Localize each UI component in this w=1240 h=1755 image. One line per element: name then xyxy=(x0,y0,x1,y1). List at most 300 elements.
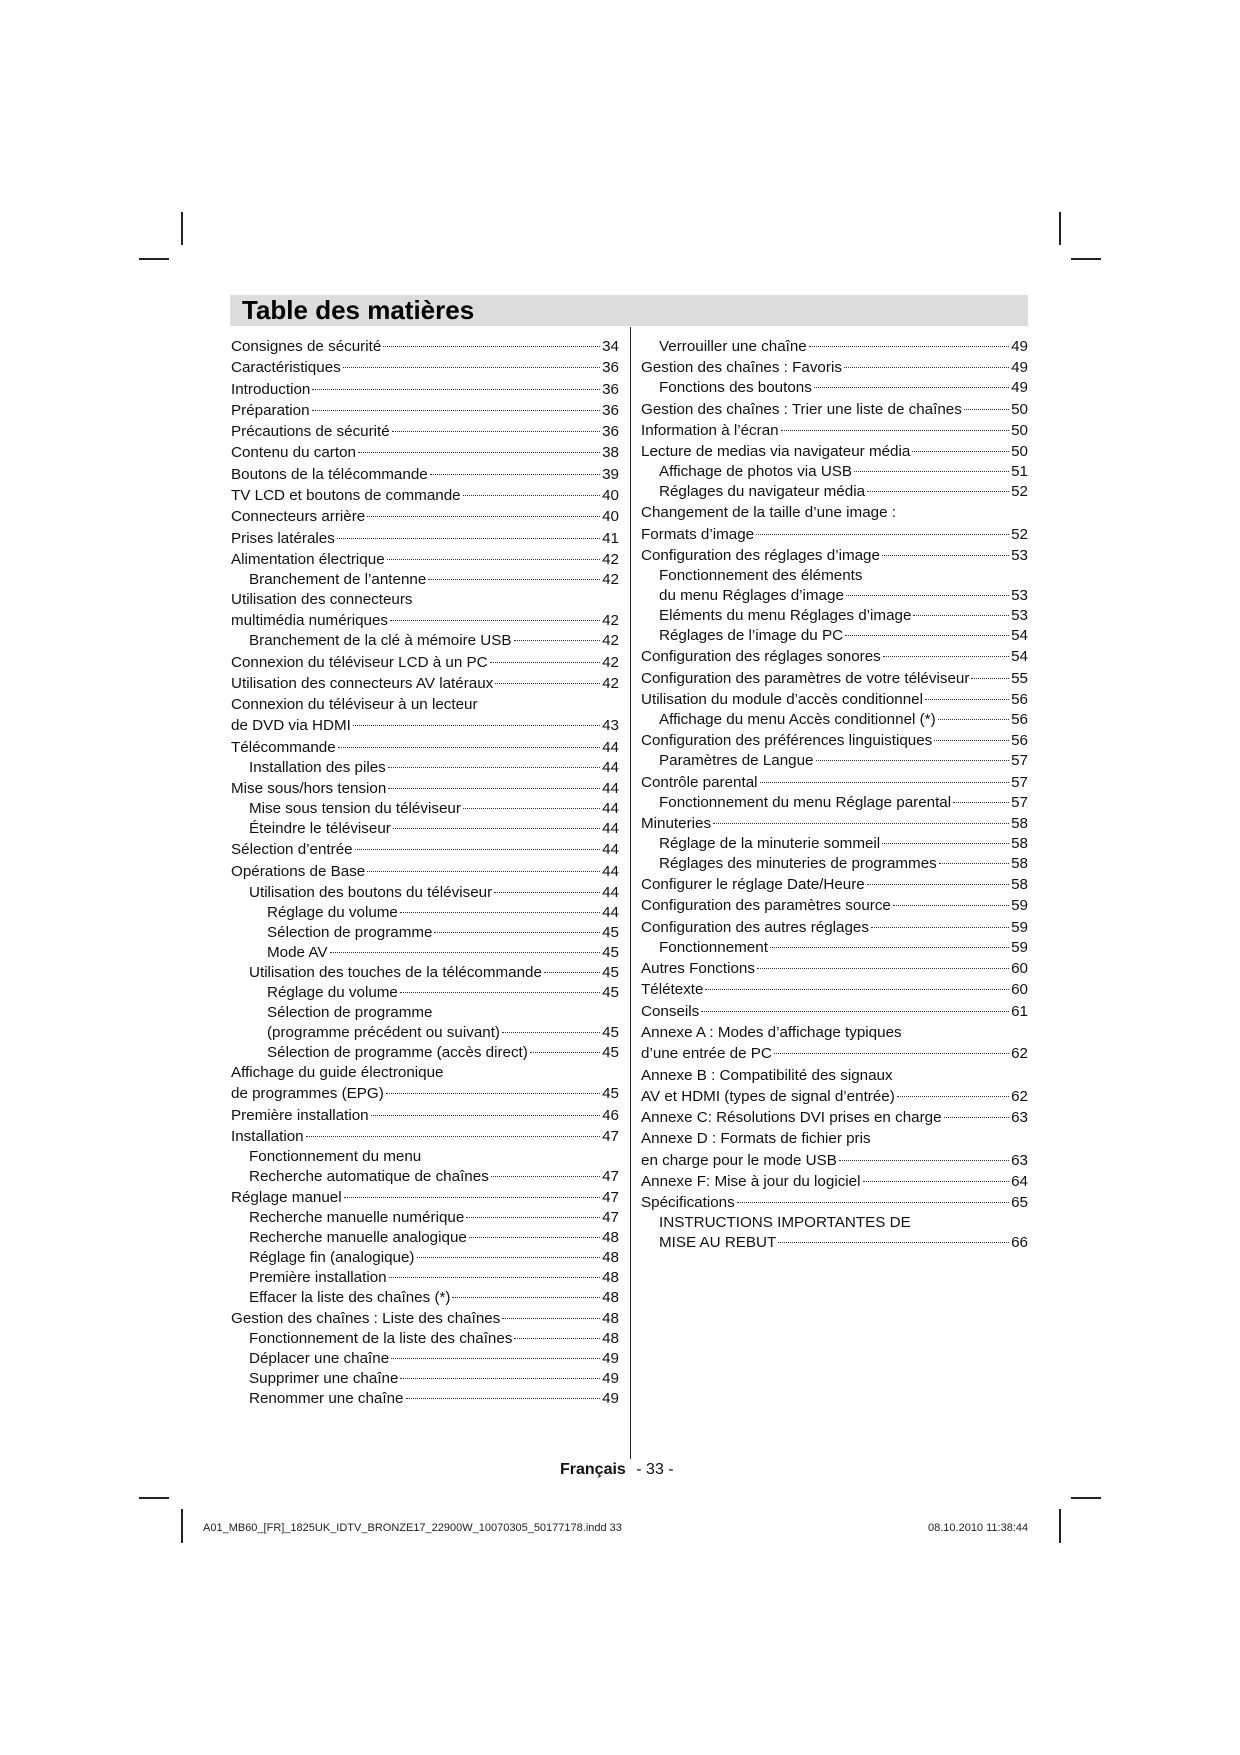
toc-entry xyxy=(641,525,1028,545)
toc-entry-page: 44 xyxy=(602,903,619,921)
toc-entry xyxy=(231,358,619,378)
toc-entry-leader xyxy=(306,1135,600,1137)
toc-entry-page: 56 xyxy=(1011,710,1028,728)
toc-entry-leader xyxy=(778,1241,1009,1243)
toc-entry-page: 49 xyxy=(1011,359,1028,377)
toc-entry-leader xyxy=(502,1317,600,1319)
toc-entry-title: Réglages des minuteries de programmes xyxy=(659,854,937,872)
toc-entry-title: Verrouiller une chaîne xyxy=(659,338,807,355)
toc-entry-title: Sélection de programme (accès direct) xyxy=(267,1043,528,1061)
toc-entry-leader xyxy=(934,739,1009,741)
toc-entry-title: Branchement de l’antenne xyxy=(249,570,427,588)
crop-mark-bottom-right-horizontal xyxy=(1071,1497,1101,1499)
toc-entry xyxy=(231,1389,619,1409)
toc-entry-leader xyxy=(938,718,1009,720)
toc-entry-leader xyxy=(358,451,600,453)
toc-entry-page: 40 xyxy=(602,487,619,505)
toc-entry-page: 50 xyxy=(1011,443,1028,461)
toc-entry xyxy=(231,1248,619,1268)
toc-entry-title: Précautions de sécurité xyxy=(231,423,390,441)
toc-entry-leader xyxy=(463,807,600,809)
toc-entry xyxy=(641,854,1028,874)
toc-entry-title: Première installation xyxy=(249,1269,387,1287)
toc-entry-leader xyxy=(514,639,601,641)
toc-entry-title: Consignes de sécurité xyxy=(231,338,382,355)
toc-entry-leader xyxy=(514,1337,600,1339)
toc-entry-title: Minuteries xyxy=(641,814,712,832)
toc-entry-leader xyxy=(312,388,600,390)
toc-entry-title: Recherche manuelle analogique xyxy=(249,1229,467,1247)
toc-entry-page: 47 xyxy=(602,1189,619,1207)
toc-entry xyxy=(231,507,619,527)
toc-entry-page: 45 xyxy=(602,1023,619,1041)
toc-entry-title: Connexion du téléviseur à un lecteur xyxy=(231,696,478,714)
toc-entry xyxy=(231,486,619,506)
toc-entry-leader xyxy=(388,787,600,789)
toc-entry xyxy=(641,1002,1028,1022)
toc-entry-title: Fonctionnement de la liste des chaînes xyxy=(249,1330,513,1348)
toc-entry-leader xyxy=(770,946,1009,948)
toc-entry-page: 57 xyxy=(1011,793,1028,811)
toc-entry-page: 66 xyxy=(1011,1234,1028,1252)
toc-entry xyxy=(231,611,619,631)
toc-entry-title: Télétexte xyxy=(641,981,704,999)
toc-entry xyxy=(641,773,1028,793)
toc-entry-title: TV LCD et boutons de commande xyxy=(231,487,461,505)
toc-entry-leader xyxy=(463,494,600,496)
toc-entry xyxy=(641,980,1028,1000)
toc-entry-title: Affichage du menu Accès conditionnel (*) xyxy=(659,710,936,728)
toc-entry-leader xyxy=(428,578,600,580)
crop-mark-top-right-vertical xyxy=(1059,212,1061,245)
toc-entry-page: 46 xyxy=(602,1106,619,1124)
toc-entry-title: Fonctionnement du menu xyxy=(249,1147,422,1165)
toc-entry-title: AV et HDMI (types de signal d’entrée) xyxy=(641,1087,895,1105)
toc-entry-leader xyxy=(367,515,600,517)
toc-entry-title: Éteindre le téléviseur xyxy=(249,820,391,838)
toc-entry-page: 59 xyxy=(1011,918,1028,936)
toc-entry xyxy=(231,401,619,421)
toc-entry-leader xyxy=(925,698,1009,700)
toc-entry xyxy=(231,799,619,819)
toc-entry-page: 49 xyxy=(602,1390,619,1408)
toc-entry xyxy=(641,606,1028,626)
toc-entry-title: MISE AU REBUT xyxy=(659,1234,777,1252)
toc-entry-leader xyxy=(863,1180,1010,1182)
toc-entry-title: Prises latérales xyxy=(231,529,335,547)
toc-entry-leader xyxy=(844,366,1009,368)
toc-entry-leader xyxy=(434,931,600,933)
toc-entry-page: 45 xyxy=(602,1043,619,1061)
toc-entry-leader xyxy=(392,430,600,432)
toc-entry-title: Réglages de l’image du PC xyxy=(659,627,844,645)
toc-entry xyxy=(641,1044,1028,1064)
toc-entry xyxy=(641,669,1028,689)
toc-entry xyxy=(641,1213,1028,1233)
toc-entry-leader xyxy=(964,408,1009,410)
toc-entry-page: 45 xyxy=(602,963,619,981)
crop-mark-bottom-right-vertical xyxy=(1059,1509,1061,1543)
toc-entry-leader xyxy=(338,746,600,748)
toc-entry-title: Utilisation des touches de la télécommande xyxy=(249,963,542,981)
toc-entry-leader xyxy=(344,1196,600,1198)
toc-entry xyxy=(641,546,1028,566)
toc-entry xyxy=(231,422,619,442)
toc-entry-page: 48 xyxy=(602,1229,619,1247)
toc-entry-title: Déplacer une chaîne xyxy=(249,1350,390,1368)
toc-entry-title: Fonctionnement xyxy=(659,938,768,956)
toc-entry-title: Gestion des chaînes : Liste des chaînes xyxy=(231,1310,501,1328)
toc-entry-title: Réglage fin (analogique) xyxy=(249,1249,415,1267)
toc-entry-page: 42 xyxy=(602,632,619,650)
toc-entry-title: Télécommande xyxy=(231,738,336,756)
toc-entry xyxy=(231,570,619,590)
toc-entry-leader xyxy=(388,766,600,768)
toc-entry-page: 42 xyxy=(602,653,619,671)
toc-entry-leader xyxy=(406,1397,601,1399)
toc-entry-page: 60 xyxy=(1011,981,1028,999)
toc-entry xyxy=(231,465,619,485)
toc-entry-title: Renommer une chaîne xyxy=(249,1390,404,1408)
toc-entry-page: 58 xyxy=(1011,814,1028,832)
toc-entry-page: 48 xyxy=(602,1330,619,1348)
toc-entry-page: 50 xyxy=(1011,400,1028,418)
toc-entry-title: Utilisation des connecteurs xyxy=(231,590,413,608)
toc-entry xyxy=(641,400,1028,420)
toc-entry xyxy=(231,590,619,610)
toc-entry-page: 44 xyxy=(602,758,619,776)
toc-entry-leader xyxy=(343,366,600,368)
toc-entry xyxy=(641,462,1028,482)
toc-entry-title: Configuration des paramètres de votre téléviseur xyxy=(641,669,970,687)
toc-entry xyxy=(641,626,1028,646)
toc-entry-page: 42 xyxy=(602,570,619,588)
toc-entry xyxy=(641,421,1028,441)
toc-entry-title: Recherche automatique de chaînes xyxy=(249,1167,489,1185)
toc-entry xyxy=(231,840,619,860)
toc-entry-leader xyxy=(371,1114,601,1116)
toc-entry xyxy=(231,758,619,778)
toc-entry xyxy=(231,1147,619,1167)
toc-entry-page: 52 xyxy=(1011,525,1028,543)
toc-entry-title: d’une entrée de PC xyxy=(641,1045,772,1063)
toc-entry xyxy=(231,1063,619,1083)
toc-entry-leader xyxy=(393,827,600,829)
toc-entry-page: 44 xyxy=(602,841,619,859)
toc-entry-page: 53 xyxy=(1011,547,1028,565)
toc-entry-leader xyxy=(495,682,600,684)
crop-mark-top-left-horizontal xyxy=(139,258,169,260)
toc-entry xyxy=(641,586,1028,606)
toc-entry xyxy=(231,1288,619,1308)
toc-entry-page: 63 xyxy=(1011,1109,1028,1127)
crop-mark-top-left-vertical xyxy=(181,212,183,245)
toc-entry-leader xyxy=(530,1051,600,1053)
toc-entry-title: Boutons de la télécommande xyxy=(231,465,428,483)
toc-entry xyxy=(641,710,1028,730)
toc-entry-title: Opérations de Base xyxy=(231,862,366,880)
toc-entry-leader xyxy=(846,594,1009,596)
toc-entry xyxy=(641,378,1028,398)
toc-entry-title: Annexe F: Mise à jour du logiciel xyxy=(641,1173,861,1191)
toc-entry xyxy=(231,862,619,882)
toc-entry-leader xyxy=(367,870,600,872)
toc-entry-title: Réglage de la minuterie sommeil xyxy=(659,834,881,852)
toc-entry-page: 45 xyxy=(602,1085,619,1103)
toc-entry xyxy=(231,1228,619,1248)
toc-entry-title: Réglage manuel xyxy=(231,1189,342,1207)
toc-entry-title: Configuration des réglages d’image xyxy=(641,547,880,565)
toc-entry-page: 58 xyxy=(1011,876,1028,894)
toc-entry-leader xyxy=(544,971,600,973)
toc-entry-page: 63 xyxy=(1011,1151,1028,1169)
page-footer xyxy=(560,1461,674,1479)
toc-entry-page: 43 xyxy=(602,717,619,735)
toc-entry-title: Annexe B : Compatibilité des signaux xyxy=(641,1066,893,1084)
toc-entry-leader xyxy=(912,450,1009,452)
toc-entry-title: en charge pour le mode USB xyxy=(641,1151,837,1169)
toc-entry-leader xyxy=(337,537,600,539)
crop-mark-bottom-left-vertical xyxy=(181,1509,183,1543)
toc-entry-leader xyxy=(391,1357,600,1359)
toc-entry xyxy=(231,779,619,799)
toc-entry-title: de DVD via HDMI xyxy=(231,717,351,735)
toc-entry-title: Introduction xyxy=(231,380,311,398)
toc-entry-page: 36 xyxy=(602,380,619,398)
toc-entry xyxy=(641,1193,1028,1213)
toc-entry-page: 48 xyxy=(602,1269,619,1287)
toc-entry-title: Formats d’image xyxy=(641,525,755,543)
toc-entry-leader xyxy=(469,1236,600,1238)
toc-entry-page: 64 xyxy=(1011,1173,1028,1191)
toc-entry xyxy=(231,819,619,839)
toc-entry-page: 50 xyxy=(1011,421,1028,439)
toc-entry-page: 51 xyxy=(1011,463,1028,481)
toc-entry-leader xyxy=(705,988,1009,990)
toc-entry-page: 61 xyxy=(1011,1002,1028,1020)
toc-entry-leader xyxy=(882,554,1009,556)
toc-entry xyxy=(641,1172,1028,1192)
toc-entry-page: 60 xyxy=(1011,960,1028,978)
crop-mark-top-right-horizontal xyxy=(1071,258,1101,260)
toc-entry-page: 56 xyxy=(1011,732,1028,750)
toc-entry-leader xyxy=(913,614,1009,616)
toc-entry-page: 40 xyxy=(602,508,619,526)
page-title: Table des matières xyxy=(242,295,475,325)
toc-entry-leader xyxy=(883,655,1009,657)
toc-entry xyxy=(641,1023,1028,1043)
toc-entry-title: Recherche manuelle numérique xyxy=(249,1209,465,1227)
toc-entry-leader xyxy=(389,1276,601,1278)
toc-entry-title: Réglage du volume xyxy=(267,983,398,1001)
toc-entry-title: de programmes (EPG) xyxy=(231,1085,384,1103)
toc-entry-leader xyxy=(490,661,600,663)
toc-entry-page: 42 xyxy=(602,550,619,568)
toc-entry xyxy=(641,875,1028,895)
toc-entry-leader xyxy=(430,473,600,475)
toc-entry-page: 44 xyxy=(602,883,619,901)
toc-entry-leader xyxy=(971,677,1009,679)
toc-entry-leader xyxy=(939,862,1009,864)
toc-entry-title: Sélection de programme xyxy=(267,1003,433,1021)
toc-entry-leader xyxy=(781,429,1009,431)
toc-entry-page: 48 xyxy=(602,1310,619,1328)
toc-entry-leader xyxy=(867,490,1009,492)
toc-entry xyxy=(641,442,1028,462)
toc-entry xyxy=(231,1003,619,1023)
toc-entry-leader xyxy=(867,883,1009,885)
toc-entry-leader xyxy=(839,1159,1009,1161)
toc-entry-leader xyxy=(400,911,600,913)
toc-entry-title: Configurer le réglage Date/Heure xyxy=(641,876,865,894)
toc-entry xyxy=(641,1151,1028,1171)
toc-entry-title: Spécifications xyxy=(641,1194,735,1212)
toc-entry xyxy=(641,337,1028,357)
toc-entry-title: Annexe C: Résolutions DVI prises en charge xyxy=(641,1109,942,1127)
toc-entry-title: Configuration des paramètres source xyxy=(641,897,891,915)
toc-entry-title: Fonctions des boutons xyxy=(659,379,812,397)
toc-entry xyxy=(231,883,619,903)
toc-entry-title: Information à l’écran xyxy=(641,421,779,439)
toc-entry-page: 59 xyxy=(1011,938,1028,956)
toc-entry xyxy=(231,1268,619,1288)
toc-entry xyxy=(231,1329,619,1349)
toc-entry-leader xyxy=(882,842,1009,844)
toc-entry xyxy=(231,1349,619,1369)
toc-entry-page: 54 xyxy=(1011,648,1028,666)
toc-entry xyxy=(231,1127,619,1147)
toc-entry-leader xyxy=(312,409,601,411)
toc-entry-page: 53 xyxy=(1011,587,1028,605)
toc-entry-title: Préparation xyxy=(231,401,310,419)
toc-entry-page: 59 xyxy=(1011,897,1028,915)
toc-entry xyxy=(231,983,619,1003)
toc-entry-page: 57 xyxy=(1011,752,1028,770)
toc-entry-title: Affichage du guide électronique xyxy=(231,1063,444,1081)
toc-entry-leader xyxy=(502,1031,600,1033)
toc-entry xyxy=(231,903,619,923)
toc-entry-page: 52 xyxy=(1011,483,1028,501)
toc-entry-leader xyxy=(944,1116,1010,1118)
toc-entry-page: 48 xyxy=(602,1289,619,1307)
toc-entry xyxy=(641,834,1028,854)
toc-entry-title: Gestion des chaînes : Favoris xyxy=(641,359,842,377)
toc-entry-leader xyxy=(466,1216,600,1218)
toc-entry-leader xyxy=(757,967,1009,969)
toc-entry-title: Fonctionnement du menu Réglage parental xyxy=(659,793,952,811)
toc-entry-leader xyxy=(814,386,1009,388)
footer-language: Français xyxy=(560,1461,626,1478)
toc-entry-title: Effacer la liste des chaînes (*) xyxy=(249,1289,451,1307)
toc-entry-title: Réglages du navigateur média xyxy=(659,483,866,501)
toc-entry-title: Autres Fonctions xyxy=(641,960,755,978)
toc-entry-title: Connexion du téléviseur LCD à un PC xyxy=(231,653,488,671)
toc-entry-title: Annexe A : Modes d’affichage typiques xyxy=(641,1023,902,1041)
toc-entry xyxy=(231,695,619,715)
toc-entry-page: 62 xyxy=(1011,1087,1028,1105)
toc-entry-page: 42 xyxy=(602,612,619,630)
toc-entry-title: Paramètres de Langue xyxy=(659,752,814,770)
toc-entry-title: Installation xyxy=(231,1127,304,1145)
toc-entry-page: 36 xyxy=(602,359,619,377)
toc-entry xyxy=(641,1233,1028,1253)
toc-entry-leader xyxy=(417,1256,601,1258)
toc-entry-page: 44 xyxy=(602,862,619,880)
toc-entry xyxy=(641,731,1028,751)
toc-entry-title: Première installation xyxy=(231,1106,369,1124)
toc-entry-page: 47 xyxy=(602,1167,619,1185)
crop-mark-bottom-left-horizontal xyxy=(139,1497,169,1499)
toc-entry-leader xyxy=(400,991,600,993)
toc-entry-leader xyxy=(452,1296,600,1298)
toc-entry-title: Lecture de medias via navigateur média xyxy=(641,443,911,461)
toc-entry-page: 49 xyxy=(1011,338,1028,355)
toc-entry xyxy=(231,1369,619,1389)
toc-entry xyxy=(641,482,1028,502)
toc-entry-leader xyxy=(809,345,1009,347)
toc-entry xyxy=(641,793,1028,813)
toc-entry-page: 45 xyxy=(602,943,619,961)
toc-entry-title: Conseils xyxy=(641,1002,700,1020)
toc-entry-page: 36 xyxy=(602,423,619,441)
toc-entry xyxy=(231,550,619,570)
toc-entry-title: Gestion des chaînes : Trier une liste de chaînes xyxy=(641,400,962,418)
toc-column-left xyxy=(231,337,619,1409)
toc-entry xyxy=(641,896,1028,916)
toc-entry-title: Caractéristiques xyxy=(231,359,341,377)
toc-entry-title: INSTRUCTIONS IMPORTANTES DE xyxy=(659,1214,911,1232)
toc-entry-leader xyxy=(713,822,1009,824)
column-divider xyxy=(630,327,631,1459)
toc-entry xyxy=(231,1188,619,1208)
toc-entry-leader xyxy=(494,891,600,893)
toc-entry-title: Configuration des préférences linguistiques xyxy=(641,732,933,750)
toc-entry-title: Changement de la taille d’une image : xyxy=(641,504,896,522)
toc-entry xyxy=(641,503,1028,523)
toc-entry-page: 45 xyxy=(602,983,619,1001)
slug-filename: A01_MB60_[FR]_1825UK_IDTV_BRONZE17_22900W_10070305_50177178.indd 33 xyxy=(203,1522,622,1534)
toc-entry-leader xyxy=(390,619,600,621)
toc-entry xyxy=(641,1087,1028,1107)
toc-entry-title: Connecteurs arrière xyxy=(231,508,366,526)
toc-entry-page: 39 xyxy=(602,465,619,483)
toc-entry-leader xyxy=(953,801,1009,803)
toc-entry xyxy=(231,738,619,758)
toc-entry xyxy=(231,1084,619,1104)
toc-entry-leader xyxy=(701,1010,1009,1012)
toc-entry-title: Configuration des autres réglages xyxy=(641,918,869,936)
toc-entry-title: Sélection d’entrée xyxy=(231,841,353,859)
toc-entry xyxy=(231,631,619,651)
toc-entry-page: 58 xyxy=(1011,854,1028,872)
toc-entry-leader xyxy=(845,634,1009,636)
toc-entry-page: 48 xyxy=(602,1249,619,1267)
toc-entry xyxy=(231,529,619,549)
toc-entry-title: Eléments du menu Réglages d’image xyxy=(659,607,912,625)
toc-entry xyxy=(641,1129,1028,1149)
toc-entry-title: Installation des piles xyxy=(249,758,386,776)
toc-entry-title: multimédia numériques xyxy=(231,612,389,630)
toc-entry-title: Mise sous/hors tension xyxy=(231,780,387,798)
toc-entry xyxy=(641,1066,1028,1086)
toc-column-right xyxy=(641,337,1028,1253)
toc-entry xyxy=(231,1043,619,1063)
toc-entry-title: (programme précédent ou suivant) xyxy=(267,1023,500,1041)
toc-entry-title: Annexe D : Formats de fichier pris xyxy=(641,1130,871,1148)
toc-entry-page: 36 xyxy=(602,401,619,419)
toc-entry-title: Configuration des réglages sonores xyxy=(641,648,881,666)
toc-entry-leader xyxy=(387,558,600,560)
